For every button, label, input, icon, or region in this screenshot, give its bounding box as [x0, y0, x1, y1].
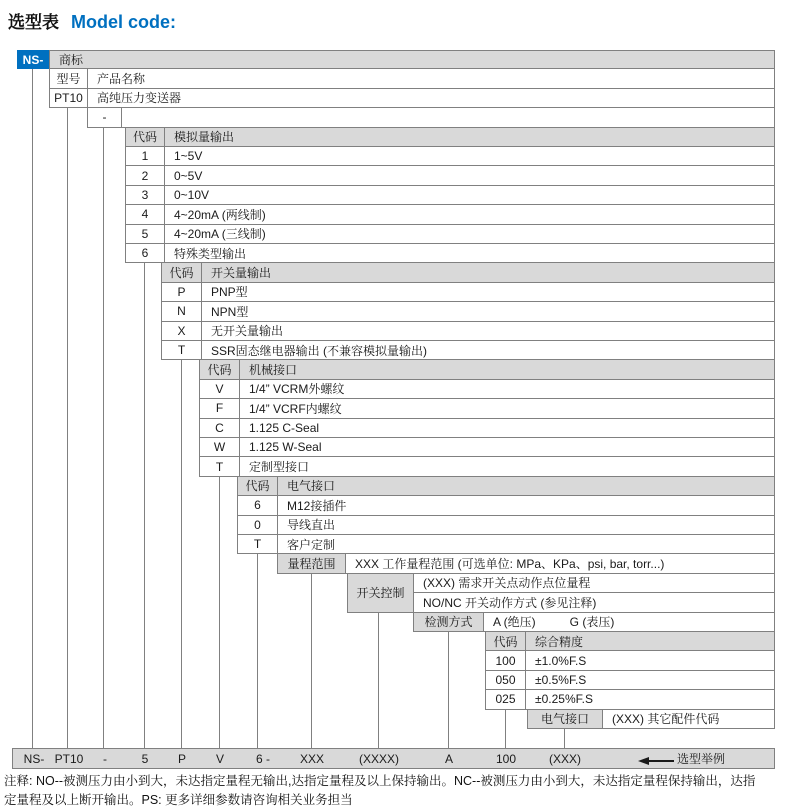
- switch-row-code: X: [162, 322, 202, 340]
- accuracy-row-label: ±0.5%F.S: [535, 672, 587, 687]
- note-text: [4, 772, 782, 810]
- analog-code-header: 代码: [126, 128, 165, 146]
- table-row: [199, 438, 775, 457]
- mech-row-code: T: [200, 457, 240, 475]
- table-row: [161, 322, 775, 341]
- connector-line: [257, 554, 258, 748]
- analog-row-label: 4~20mA (两线制): [174, 207, 266, 222]
- separator-cell: -: [88, 108, 122, 126]
- row-accuracy-header: [485, 632, 775, 651]
- example-caption: 选型举例: [677, 752, 726, 766]
- range-desc-cell: XXX 工作量程范围 (可选单位: MPa、KPa、psi, bar, torr...): [355, 557, 665, 572]
- page-title-zh: 选型表: [8, 13, 59, 32]
- other-parts-label-cell: 电气接口: [528, 710, 603, 728]
- analog-row-code: 3: [126, 186, 165, 204]
- elec-row-code: 6: [238, 496, 278, 514]
- row-elec-header: [237, 477, 775, 496]
- analog-row-label: 4~20mA (三线制): [174, 227, 266, 242]
- detection-option-gauge: G (表压): [569, 615, 615, 630]
- switch-row-code: T: [162, 341, 202, 359]
- other-parts-desc-cell: (XXX) 其它配件代码: [612, 712, 720, 727]
- example-item: 5: [141, 752, 149, 766]
- connector-line: [505, 710, 506, 748]
- table-row: [485, 651, 775, 670]
- accuracy-row-label: ±0.25%F.S: [535, 692, 593, 707]
- analog-row-label: 0~5V: [174, 168, 203, 183]
- example-item: PT10: [54, 752, 84, 766]
- switch-title: 开关量输出: [211, 266, 272, 281]
- table-row: [161, 341, 775, 360]
- accuracy-row-code: 050: [486, 671, 526, 689]
- accuracy-row-code: 025: [486, 690, 526, 708]
- table-row: [237, 496, 775, 515]
- analog-row-code: 4: [126, 205, 165, 223]
- elec-row-code: T: [238, 535, 278, 553]
- left-arrow-icon: [638, 757, 674, 765]
- example-item: XXX: [299, 752, 324, 766]
- connector-line: [378, 613, 379, 748]
- accuracy-row-code: 100: [486, 651, 526, 669]
- table-row: [125, 186, 775, 205]
- table-row: [161, 283, 775, 302]
- switch-control-label-cell: 开关控制: [348, 574, 414, 612]
- table-row: [485, 671, 775, 690]
- mech-row-label: 1/4” VCRF内螺纹: [249, 401, 342, 416]
- row-trademark: [17, 50, 775, 69]
- range-label-cell: 量程范围: [278, 554, 346, 572]
- table-row: [161, 302, 775, 321]
- mech-row-code: C: [200, 419, 240, 437]
- switch-row-label: NPN型: [211, 304, 249, 319]
- analog-row-code: 1: [126, 147, 165, 165]
- switch-code-header: 代码: [162, 263, 202, 281]
- elec-row-label: 客户定制: [287, 537, 336, 552]
- mech-row-code: W: [200, 438, 240, 456]
- switch-control-options: [414, 574, 774, 612]
- table-row: [237, 516, 775, 535]
- example-row: [12, 748, 775, 769]
- accuracy-title: 综合精度: [535, 634, 584, 649]
- model-name-cell: 高纯压力变送器: [97, 91, 182, 106]
- connector-line: [144, 263, 145, 748]
- mech-row-label: 1.125 C-Seal: [249, 420, 320, 435]
- switch-row-label: 无开关量输出: [211, 324, 284, 339]
- note-line: 注释: NO--被测压力由小到大，未达指定量程无输出,达指定量程及以上保持输出。NC--被测压力由小到大，未达指定量程保持输出，达指: [4, 774, 756, 788]
- example-item: (XXXX): [358, 752, 399, 766]
- example-item: -: [103, 752, 107, 766]
- table-row: [199, 399, 775, 418]
- mech-row-code: F: [200, 399, 240, 417]
- analog-row-label: 0~10V: [174, 187, 210, 202]
- example-item: NS-: [23, 752, 45, 766]
- analog-row-label: 1~5V: [174, 149, 203, 164]
- switch-control-setpoint: (XXX) 需求开关点动作点位量程: [414, 574, 774, 593]
- table-row: [125, 225, 775, 244]
- analog-row-label: 特殊类型输出: [174, 246, 247, 261]
- example-item: 100: [495, 752, 517, 766]
- row-separator: [87, 108, 775, 127]
- connector-line: [67, 108, 68, 748]
- connector-line: [564, 729, 565, 748]
- row-range: [277, 554, 775, 573]
- table-row: [125, 205, 775, 224]
- detection-option-absolute: A (绝压): [493, 615, 536, 630]
- row-detection: [413, 613, 775, 632]
- connector-line: [32, 69, 33, 748]
- row-model-header: [49, 69, 775, 88]
- table-row: [125, 166, 775, 185]
- switch-control-action: NO/NC 开关动作方式 (参见注释): [423, 595, 597, 610]
- mech-row-label: 1/4” VCRM外螺纹: [249, 382, 345, 397]
- example-item: (XXX): [548, 752, 581, 766]
- mech-row-label: 定制型接口: [249, 460, 310, 475]
- connector-line: [219, 477, 220, 748]
- switch-row-code: P: [162, 283, 202, 301]
- analog-row-code: 2: [126, 166, 165, 184]
- connector-line: [181, 360, 182, 748]
- table-row: [125, 244, 775, 263]
- model-code-header-cell: 型号: [50, 69, 88, 87]
- mech-row-label: 1.125 W-Seal: [249, 440, 322, 455]
- table-row: [485, 690, 775, 709]
- table-row: [125, 147, 775, 166]
- detection-label-cell: 检测方式: [414, 613, 484, 631]
- elec-code-header: 代码: [238, 477, 278, 495]
- page-title-en: Model code:: [71, 12, 177, 32]
- model-name-header-cell: 产品名称: [97, 72, 146, 87]
- brand-label-cell: 商标: [49, 50, 775, 69]
- connector-line: [448, 632, 449, 748]
- page-title: [8, 8, 176, 33]
- row-other-parts: [527, 710, 775, 729]
- elec-row-code: 0: [238, 516, 278, 534]
- table-row: [199, 380, 775, 399]
- detection-options-cell: [484, 613, 774, 631]
- mech-title: 机械接口: [249, 363, 298, 378]
- connector-line: [311, 574, 312, 748]
- table-row: [199, 457, 775, 476]
- row-analog-header: [125, 128, 775, 147]
- note-line: 定量程及以上断开输出。PS: 更多详细参数请咨询相关业务担当: [4, 793, 353, 807]
- row-model-value: [49, 89, 775, 108]
- row-mech-header: [199, 360, 775, 379]
- example-item: V: [215, 752, 224, 766]
- model-code-cell: PT10: [50, 89, 88, 107]
- analog-row-code: 6: [126, 244, 165, 262]
- example-item: 6 -: [255, 752, 270, 766]
- table-row: [199, 419, 775, 438]
- row-switch-header: [161, 263, 775, 282]
- accuracy-row-label: ±1.0%F.S: [535, 653, 587, 668]
- switch-row-code: N: [162, 302, 202, 320]
- row-switch-control: [347, 574, 775, 613]
- mech-row-code: V: [200, 380, 240, 398]
- connector-line: [103, 127, 104, 748]
- separator-spacer: [122, 108, 774, 126]
- elec-title: 电气接口: [287, 479, 336, 494]
- analog-row-code: 5: [126, 225, 165, 243]
- elec-row-label: M12接插件: [287, 498, 347, 513]
- table-row: [237, 535, 775, 554]
- analog-title: 模拟量输出: [174, 130, 235, 145]
- elec-row-label: 导线直出: [287, 518, 336, 533]
- mech-code-header: 代码: [200, 360, 240, 378]
- example-item: P: [177, 752, 186, 766]
- switch-row-label: SSR固态继电器输出 (不兼容模拟量输出): [211, 343, 428, 358]
- accuracy-code-header: 代码: [486, 632, 526, 650]
- example-item: A: [444, 752, 453, 766]
- switch-row-label: PNP型: [211, 285, 248, 300]
- brand-code-cell: NS-: [17, 50, 49, 69]
